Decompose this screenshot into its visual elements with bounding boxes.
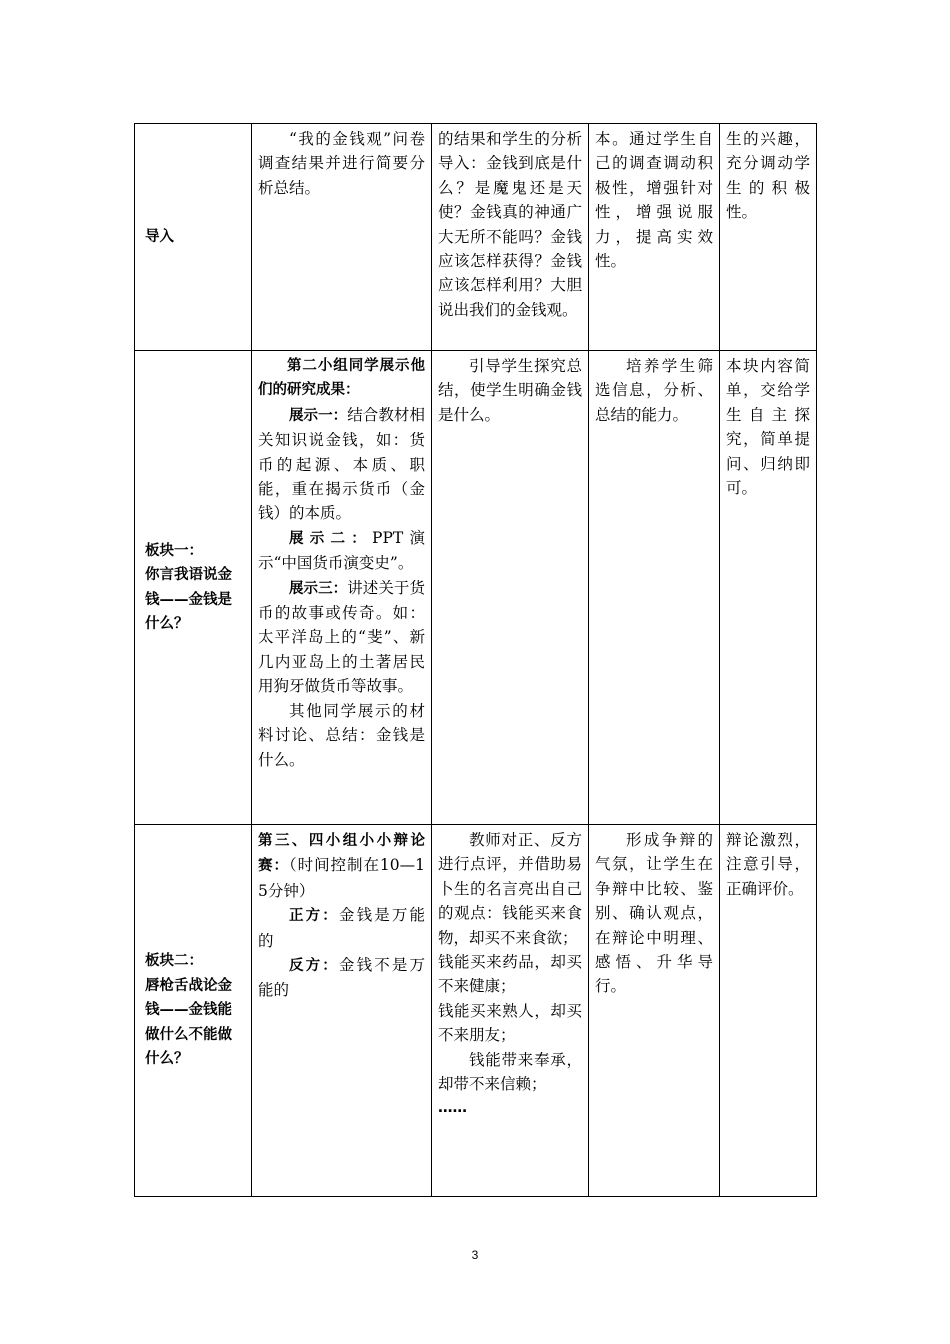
block-two-activity-cell: 第三、四小组小小辩论赛：（时间控制在10—15分钟） 正方：金钱是万能的 反方：金钱不是万能的 bbox=[252, 825, 432, 1197]
intro-note-cell: 生的兴趣，充分调动学生的积极性。 bbox=[720, 124, 817, 351]
block-one-activity-cell: 第二小组同学展示他们的研究成果： 展示一：结合教材相关知识说金钱，如：货币的起源、本质、职能，重在揭示货币（金钱）的本质。 展示二：PPT演示“中国货币演变史”。 展示三：讲述关于货币的故事或传奇。如：太平洋岛上的“斐”、新几内亚岛上的土著居民用狗牙做货币等故事。 其他同学展示的材料讨论、总结：金钱是什么。 bbox=[252, 351, 432, 825]
page-number: 3 bbox=[471, 1248, 479, 1262]
block-one-intent-cell: 培养学生筛选信息，分析、总结的能力。 bbox=[589, 351, 720, 825]
intro-activity-cell: “我的金钱观”问卷调查结果并进行简要分析总结。 bbox=[252, 124, 432, 351]
intro-intent-cell: 本。通过学生自己的调查调动积极性，增强针对性，增强说服力，提高实效性。 bbox=[589, 124, 720, 351]
section-block-one: 板块一： 你言我语说金钱——金钱是什么？ bbox=[135, 351, 252, 825]
lesson-plan-table bbox=[134, 123, 817, 1197]
block-two-teacher-cell: 教师对正、反方进行点评，并借助易卜生的名言亮出自己的观点：钱能买来食物，却买不来食欲； 钱能买来药品，却买不来健康； 钱能买来熟人，却买不来朋友； 钱能带来奉承，却带不来信赖； …… bbox=[432, 825, 589, 1197]
block-two-note-cell: 辩论激烈，注意引导，正确评价。 bbox=[720, 825, 817, 1197]
block-two-intent-cell: 形成争辩的气氛，让学生在争辩中比较、鉴别、确认观点，在辩论中明理、感悟、升华导行。 bbox=[589, 825, 720, 1197]
section-block-two: 板块二： 唇枪舌战论金钱——金钱能做什么不能做什么？ bbox=[135, 825, 252, 1197]
section-intro: 导入 bbox=[135, 124, 252, 351]
block-one-note-cell: 本块内容简单，交给学生自主探究，简单提问、归纳即可。 bbox=[720, 351, 817, 825]
row-block-two bbox=[135, 825, 817, 1197]
block-one-teacher-cell: 引导学生探究总结，使学生明确金钱是什么。 bbox=[432, 351, 589, 825]
row-block-one bbox=[135, 351, 817, 825]
intro-teacher-cell: 的结果和学生的分析导入：金钱到底是什么？是魔鬼还是天使？金钱真的神通广大无所不能吗？金钱应该怎样获得？金钱应该怎样利用？大胆说出我们的金钱观。 bbox=[432, 124, 589, 351]
row-intro bbox=[135, 124, 817, 351]
